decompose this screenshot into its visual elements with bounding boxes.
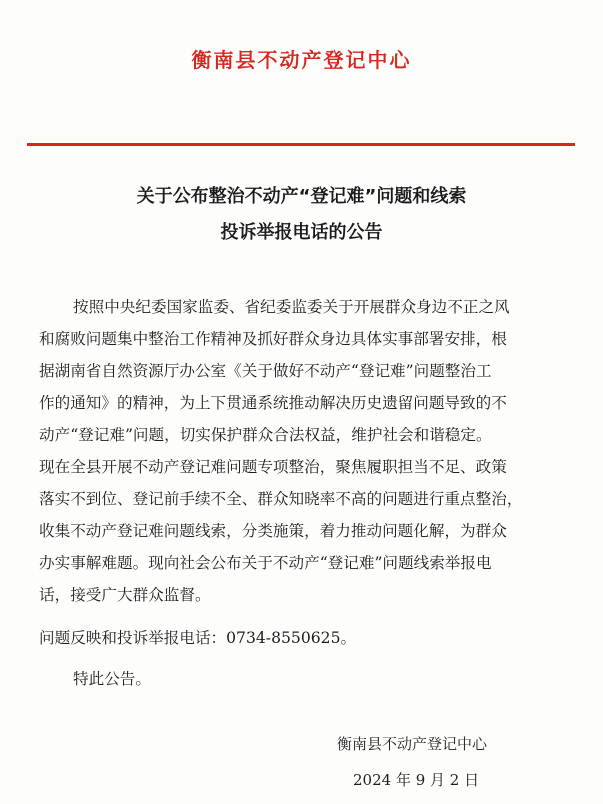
body-line: 据湖南省自然资源厅办公室《关于做好不动产“登记难”问题整治工 bbox=[39, 362, 492, 380]
body-line: 动产“登记难”问题，切实保护群众合法权益，维护社会和谐稳定。 bbox=[39, 426, 492, 444]
body-line: 落实不到位、登记前手续不全、群众知晓率不高的问题进行重点整治， bbox=[39, 490, 523, 508]
header-divider bbox=[27, 143, 575, 146]
notice-title-line-2: 投诉举报电话的公告 bbox=[220, 222, 383, 243]
body-line: 话，接受广大群众监督。 bbox=[39, 586, 211, 604]
body-line: 按照中央纪委国家监委、省纪委监委关于开展群众身边不正之风 bbox=[73, 298, 510, 316]
complaint-hotline: 问题反映和投诉举报电话：0734-8550625。 bbox=[39, 629, 357, 647]
signature-date: 2024 年 9 月 2 日 bbox=[353, 771, 480, 789]
notice-title-line-1: 关于公布整治不动产“登记难”问题和线索 bbox=[136, 186, 467, 207]
body-line: 现在全县开展不动产登记难问题专项整治，聚焦履职担当不足、政策 bbox=[39, 458, 507, 476]
body-line: 作的通知》的精神，为上下贯通系统推动解决历史遗留问题导致的不 bbox=[39, 394, 507, 412]
body-line: 办实事解难题。现向社会公布关于不动产“登记难”问题线索举报电 bbox=[39, 554, 492, 572]
closing-line: 特此公告。 bbox=[73, 670, 151, 688]
organization-header: 衡南县不动产登记中心 bbox=[191, 48, 412, 72]
body-line: 收集不动产登记难问题线索，分类施策，着力推动问题化解，为群众 bbox=[39, 522, 507, 540]
signature-organization: 衡南县不动产登记中心 bbox=[337, 735, 488, 753]
body-line: 和腐败问题集中整治工作精神及抓好群众身边具体实事部署安排，根 bbox=[39, 330, 507, 348]
